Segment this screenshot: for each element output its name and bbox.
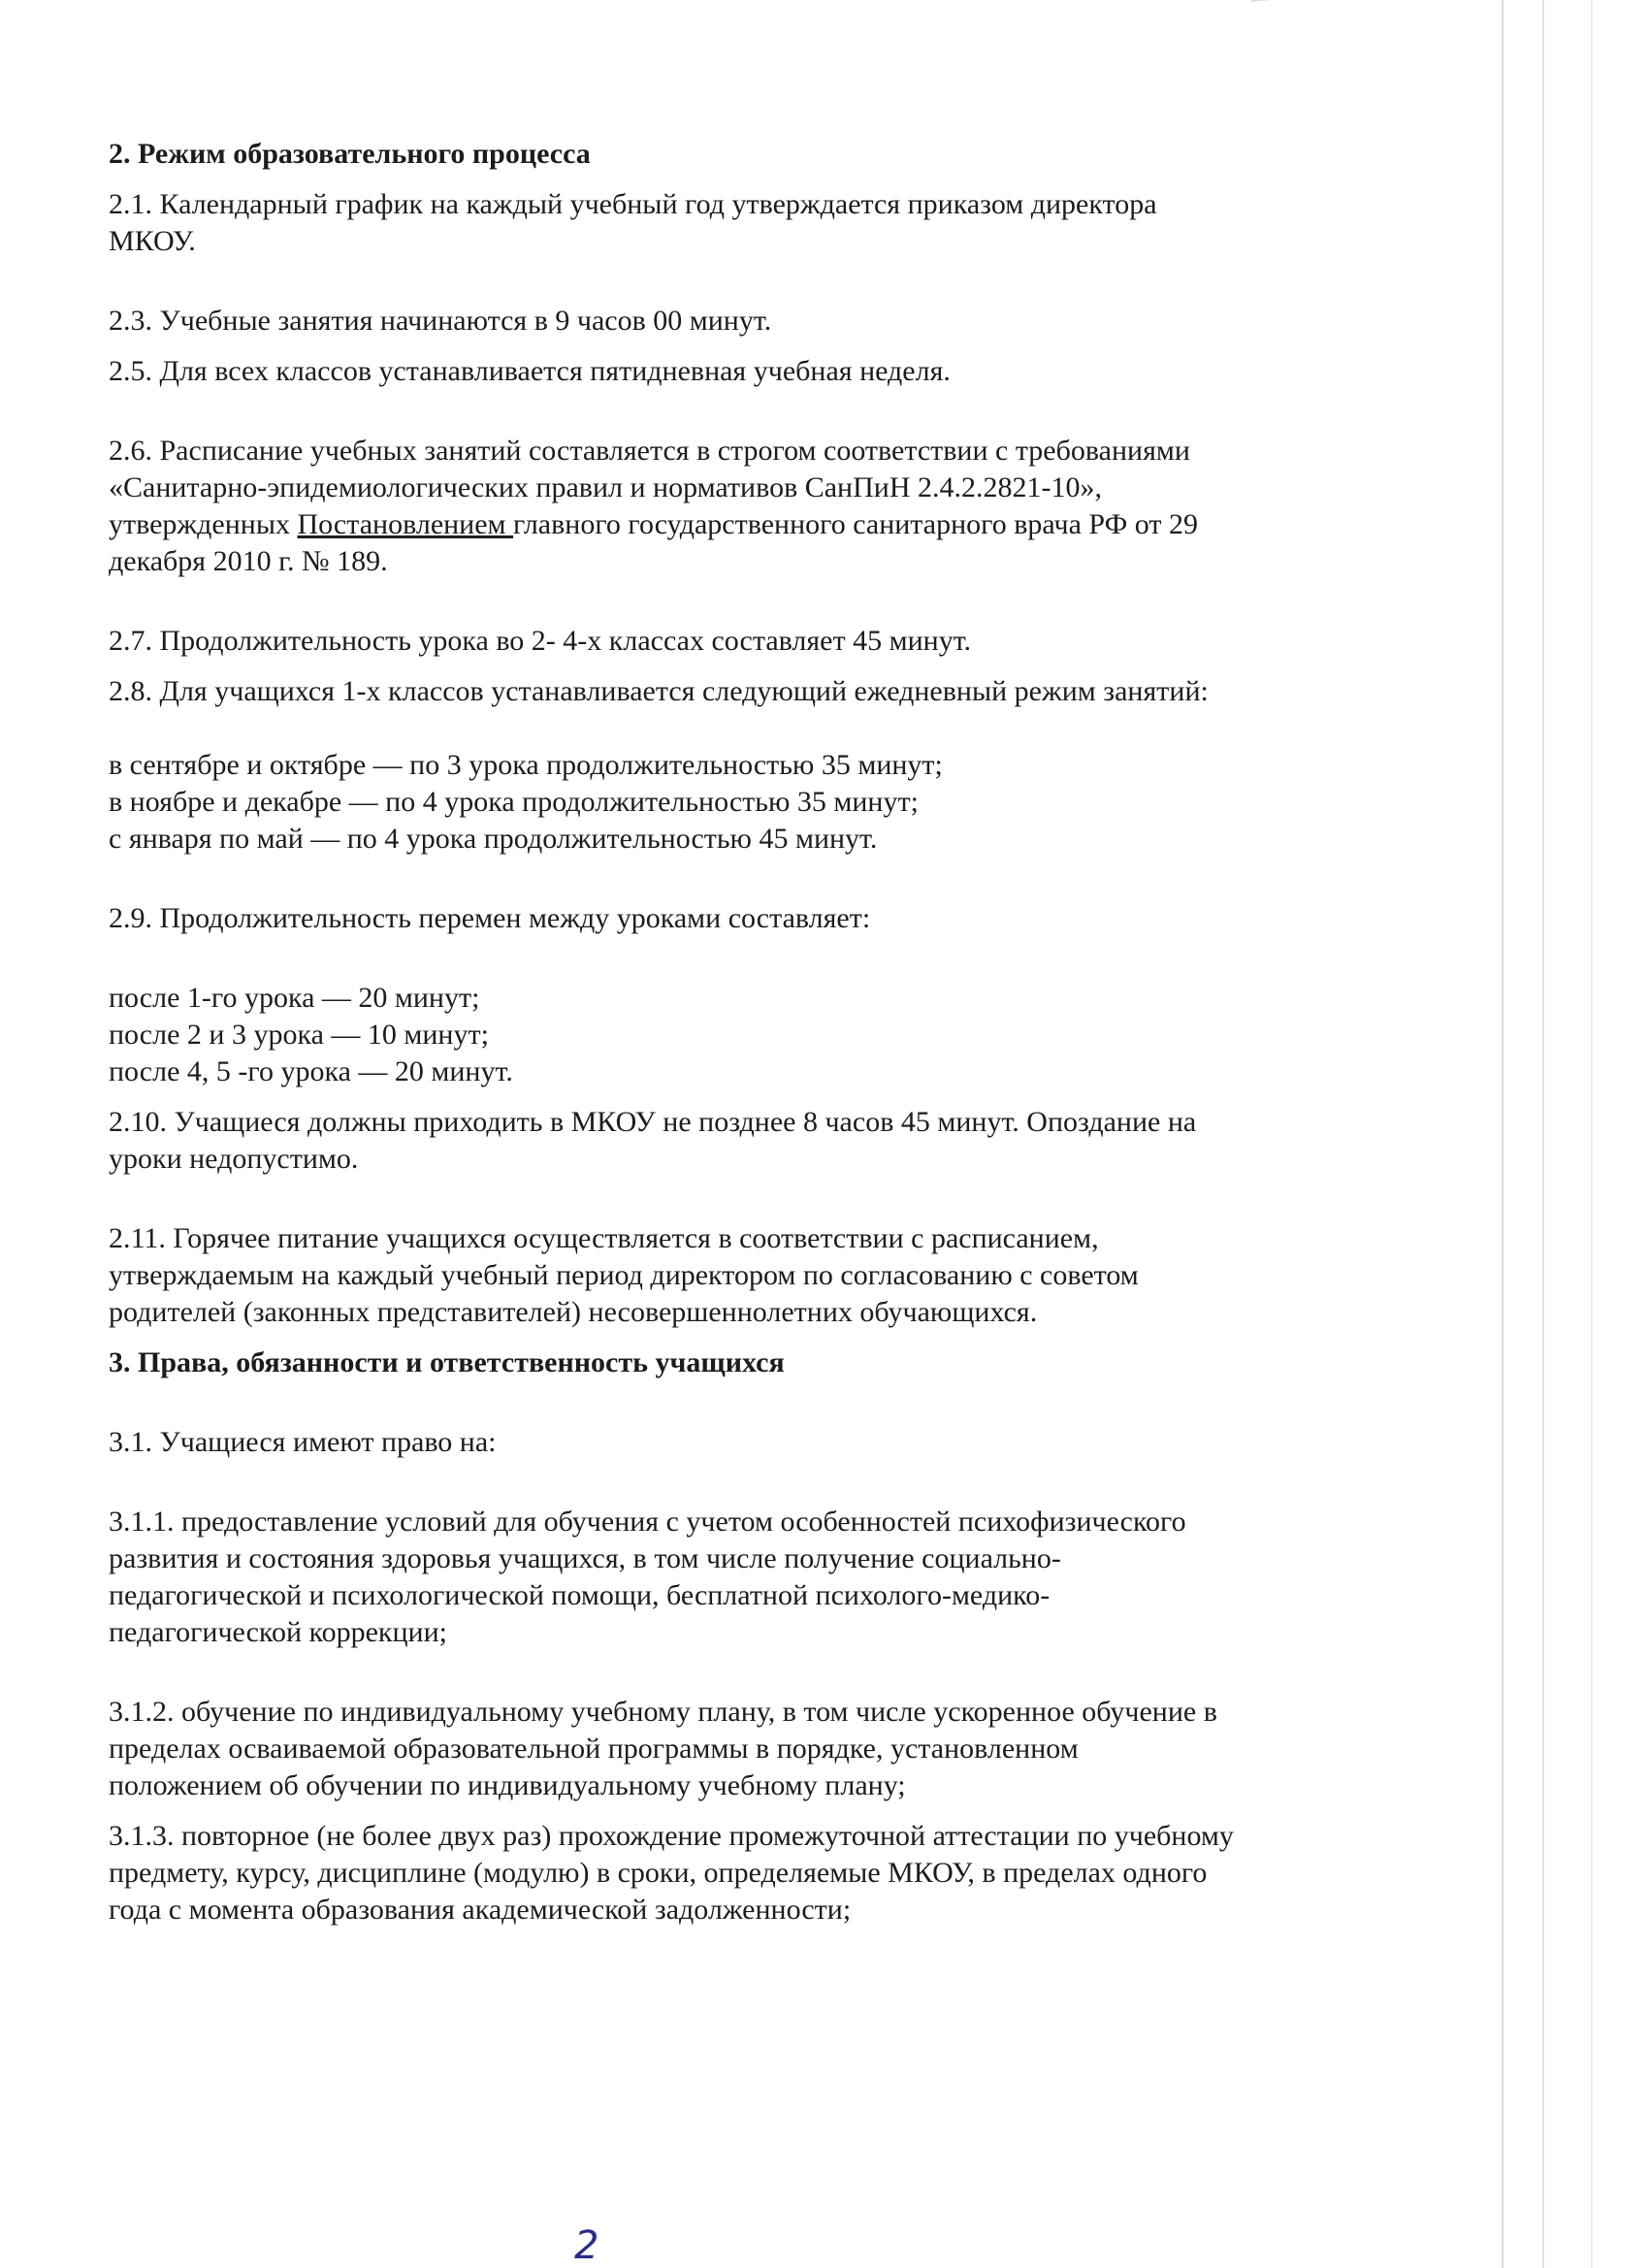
paragraph-2-8-list: в сентябре и октябре — по 3 урока продолжительностью 35 минут; в ноябре и декабре — по 4 урока продолжительностью 35 минут; с января по май — по 4 урока продолжительностью 45 минут.: [109, 749, 943, 855]
paragraph-2-1: 2.1. Календарный график на каждый учебный год утверждается приказом директора МКОУ.: [109, 188, 1157, 257]
sheet-edge: [1251, 0, 1522, 2]
paragraph-2-6-text-b: главного государственного санитарного врача РФ от 29 декабря 2010 г. № 189.: [109, 508, 1198, 577]
paragraph-2-8: 2.8. Для учащихся 1-х классов устанавливается следующий ежедневный режим занятий:: [109, 675, 1209, 707]
paragraph-2-9: 2.9. Продолжительность перемен между уроками составляет:: [109, 902, 871, 934]
sheet-edge: [1542, 0, 1544, 2268]
paragraph-2-7: 2.7. Продолжительность урока во 2- 4-х классах составляет 45 минут.: [109, 625, 972, 657]
paragraph-3-1-1: 3.1.1. предоставление условий для обучения с учетом особенностей психофизического развития и состояния здоровья учащихся, в том числе получение социально- педагогической и психологической помощи, бесплатной психолого-медико- педагогической коррекции;: [109, 1506, 1186, 1648]
paragraph-3-1-2: 3.1.2. обучение по индивидуальному учебному плану, в том числе ускоренное обучение в пределах осваиваемой образовательной программы в порядке, установленном положением об обучении по индивидуальному учебному плану;: [109, 1696, 1217, 1801]
paragraph-2-10: 2.10. Учащиеся должны приходить в МКОУ не позднее 8 часов 45 минут. Опоздание на уроки недопустимо.: [109, 1106, 1197, 1175]
document-page: [109, 136, 1389, 1928]
section-2-heading: 2. Режим образовательного процесса: [109, 138, 591, 170]
paragraph-2-5: 2.5. Для всех классов устанавливается пятидневная учебная неделя.: [109, 355, 951, 387]
paragraph-2-9-list: после 1-го урока — 20 минут; после 2 и 3 урока — 10 минут; после 4, 5 -го урока — 20 минут.: [109, 982, 513, 1087]
sheet-edge: [1591, 0, 1593, 2268]
paragraph-2-3: 2.3. Учебные занятия начинаются в 9 часов 00 минут.: [109, 305, 772, 337]
paragraph-3-1-3: 3.1.3. повторное (не более двух раз) прохождение промежуточной аттестации по учебному предмету, курсу, дисциплине (модулю) в сроки, определяемые МКОУ, в пределах одного года с момента образования академической задолженности;: [109, 1820, 1234, 1926]
decree-link[interactable]: Постановлением: [297, 508, 514, 540]
page-number: 2: [574, 2223, 599, 2268]
paragraph-3-1: 3.1. Учащиеся имеют право на:: [109, 1426, 497, 1458]
section-3-heading: 3. Права, обязанности и ответственность учащихся: [109, 1346, 785, 1378]
paragraph-2-6-text-a: 2.6. Расписание учебных занятий составляется в строгом соответствии с требованиями «Санитарно-эпидемиологических правил и нормативов СанПиН 2.4.2.2821-10», утвержденных: [109, 435, 1190, 540]
sheet-edge: [1502, 0, 1504, 2268]
paragraph-2-11: 2.11. Горячее питание учащихся осуществляется в соответствии с расписанием, утверждаемым на каждый учебный период директором по согласованию с советом родителей (законных представителей) несовершеннолетних обучающихся.: [109, 1222, 1139, 1328]
paragraph-2-6: [109, 433, 1389, 580]
